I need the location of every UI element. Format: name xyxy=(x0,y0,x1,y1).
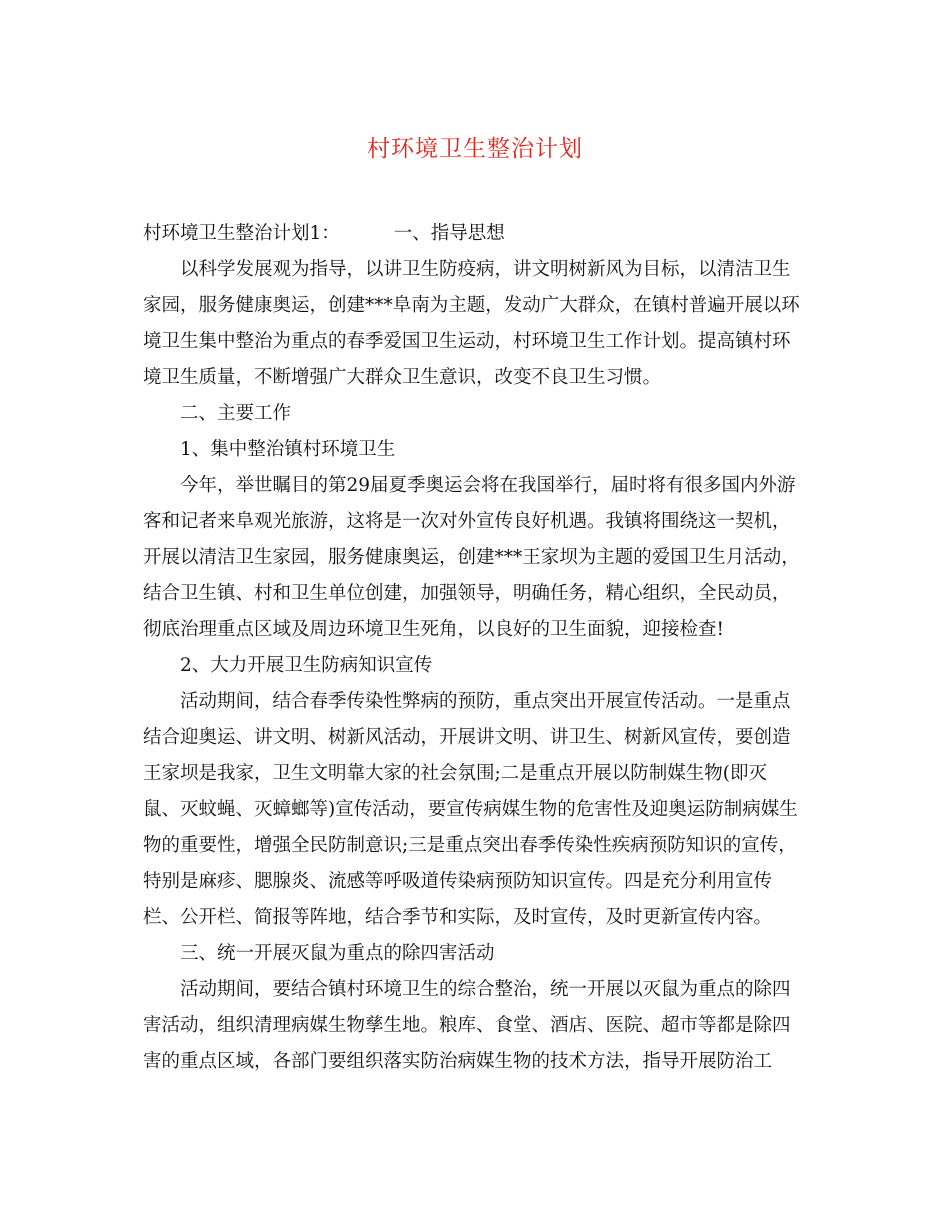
intro-line xyxy=(143,216,813,252)
paragraph-line: 害活动，组织清理病媒生物孳生地。粮库、食堂、酒店、医院、超市等都是除四 xyxy=(143,1015,791,1036)
paragraph-line: 王家坝是我家，卫生文明靠大家的社会氛围;二是重点开展以防制媒生物(即灭 xyxy=(143,763,767,784)
paragraph-line: 害的重点区域，各部门要组织落实防治病媒生物的技术方法，指导开展防治工 xyxy=(143,1051,773,1072)
paragraph-line: 结合迎奥运、讲文明、树新风活动，开展讲文明、讲卫生、树新风宣传，要创造 xyxy=(143,727,791,748)
paragraph-line: 今年，举世瞩目的第29届夏季奥运会将在我国举行，届时将有很多国内外游 xyxy=(180,475,796,496)
paragraph-line: 客和记者来阜观光旅游，这将是一次对外宣传良好机遇。我镇将围绕这一契机， xyxy=(143,511,791,532)
paragraph-line: 结合卫生镇、村和卫生单位创建，加强领导，明确任务，精心组织，全民动员， xyxy=(143,583,791,604)
paragraph-line: 特别是麻疹、腮腺炎、流感等呼吸道传染病预防知识宣传。四是充分利用宣传 xyxy=(143,871,773,892)
paragraph-line: 活动期间，结合春季传染性弊病的预防，重点突出开展宣传活动。一是重点 xyxy=(180,691,791,712)
section-heading-main-work: 二、主要工作 xyxy=(180,403,292,424)
paragraph-line: 开展以清洁卫生家园，服务健康奥运，创建***王家坝为主题的爱国卫生月活动， xyxy=(143,547,800,568)
section-heading-pest-control: 三、统一开展灭鼠为重点的除四害活动 xyxy=(180,943,495,964)
paragraph-line: 活动期间，要结合镇村环境卫生的综合整治，统一开展以灭鼠为重点的除四 xyxy=(180,979,791,1000)
paragraph-line: 物的重要性，增强全民防制意识;三是重点突出春季传染性疾病预防知识的宣传， xyxy=(143,835,797,856)
paragraph-line: 鼠、灭蚊蝇、灭蟑螂等)宣传活动，要宣传病媒生物的危害性及迎奥运防制病媒生 xyxy=(143,799,798,820)
paragraph-line: 境卫生集中整治为重点的春季爱国卫生运动，村环境卫生工作计划。提高镇村环 xyxy=(143,331,791,352)
paragraph-line: 境卫生质量，不断增强广大群众卫生意识，改变不良卫生习惯。 xyxy=(143,367,662,388)
paragraph-line: 栏、公开栏、简报等阵地，结合季节和实际，及时宣传，及时更新宣传内容。 xyxy=(143,907,773,928)
paragraph-line: 以科学发展观为指导，以讲卫生防疫病，讲文明树新风为目标，以清洁卫生 xyxy=(180,259,791,280)
document-body xyxy=(143,216,813,1080)
paragraph-line: 彻底治理重点区域及周边环境卫生死角，以良好的卫生面貌，迎接检查! xyxy=(143,619,724,640)
section-heading-guiding-ideology: 一、指导思想 xyxy=(393,223,505,244)
document-title: 村环境卫生整治计划 xyxy=(367,136,583,162)
intro-label: 村环境卫生整治计划1： xyxy=(143,223,340,244)
subheading-2: 2、大力开展卫生防病知识宣传 xyxy=(180,655,433,676)
paragraph-line: 家园，服务健康奥运，创建***阜南为主题，发动广大群众，在镇村普遍开展以环 xyxy=(143,295,800,316)
subheading-1: 1、集中整治镇村环境卫生 xyxy=(180,439,396,460)
